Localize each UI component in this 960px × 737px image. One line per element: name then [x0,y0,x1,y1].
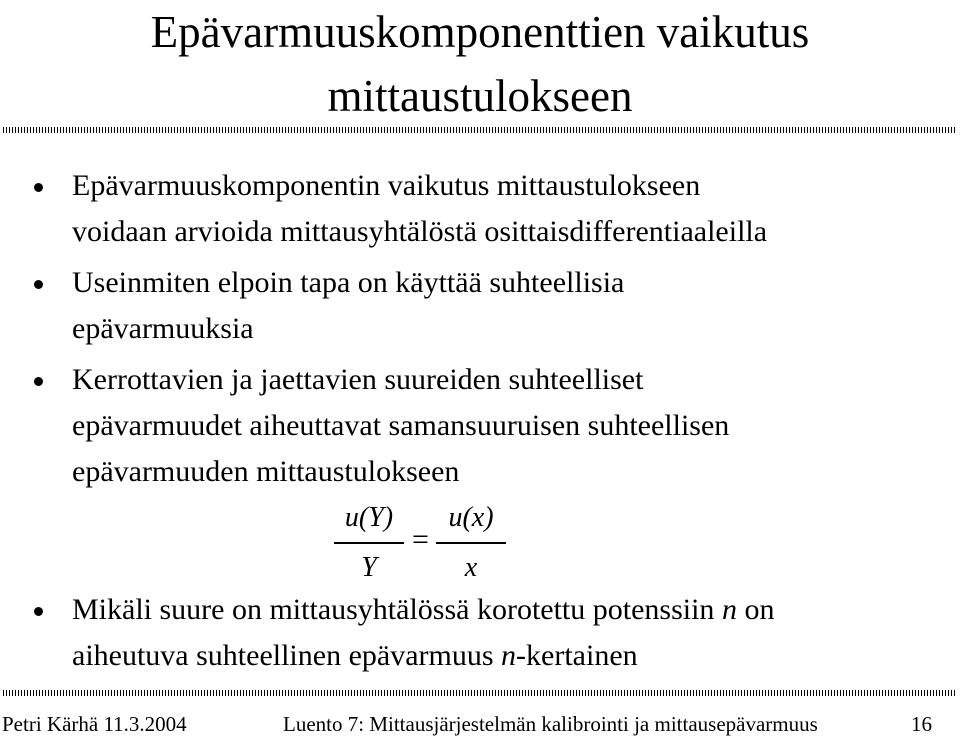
bullet-item-3 [0,357,960,495]
footer-author-date: Petri Kärhä 11.3.2004 [2,712,187,736]
rhs-numerator: u(x) [448,502,494,533]
lhs-numerator: u(Y) [344,502,394,533]
bullet-3-line-3: epävarmuuden mittaustulokseen [72,455,460,488]
title-line-1: Epävarmuuskomponenttien vaikutus [150,7,810,57]
bullet-list [0,163,960,679]
bullet-item-4 [0,587,960,679]
bullet-dot-icon [34,183,43,192]
bullet-2-line-1: Useinmiten elpoin tapa on käyttää suhteellisia [72,266,625,299]
bullet-1-line-2: voidaan arvioida mittausyhtälöstä osittaisdifferentiaaleilla [72,215,768,248]
footer-page-number: 16 [911,712,932,736]
bullet-4-line-2-b: -kertainen [516,639,638,672]
slide-title [0,0,960,128]
bullet-4-line-1-a: Mikäli suure on mittausyhtälössä korotettu potenssiin [72,593,722,626]
bullet-1-line-1: Epävarmuuskomponentin vaikutus mittaustulokseen [72,169,701,202]
rhs-denominator: x [464,552,478,583]
lhs-fraction-bar [334,542,404,544]
footer-lecture-title: Luento 7: Mittausjärjestelmän kalibrointi ja mittausepävarmuus [283,712,818,736]
bullet-item-2 [0,260,960,352]
bullet-4-var-n-2: n [501,639,517,672]
bullet-4-line-2-a: aiheutuva suhteellinen epävarmuus [72,639,502,672]
bullet-dot-icon [34,280,43,289]
bullet-dot-icon [34,607,43,616]
bullet-2-line-2: epävarmuuksia [72,312,254,345]
rhs-fraction-bar [436,542,506,544]
bullet-4-line-1-b: on [736,593,775,626]
bullet-3-line-1: Kerrottavien ja jaettavien suureiden suhteelliset [72,363,644,396]
equals-sign: = [412,523,429,556]
title-line-2: mittaustulokseen [327,71,633,121]
bullet-item-1 [0,163,960,255]
title-divider [3,127,957,133]
bullet-4-var-n: n [721,593,737,626]
rhs-fraction [436,499,506,587]
lhs-fraction [334,499,404,587]
bullet-dot-icon [34,377,43,386]
lhs-denominator: Y [361,552,377,583]
bullet-3-line-2: epävarmuudet aiheuttavat samansuuruisen suhteellisen [72,409,730,442]
footer-divider [3,690,957,696]
relative-uncertainty-equation [0,499,960,587]
